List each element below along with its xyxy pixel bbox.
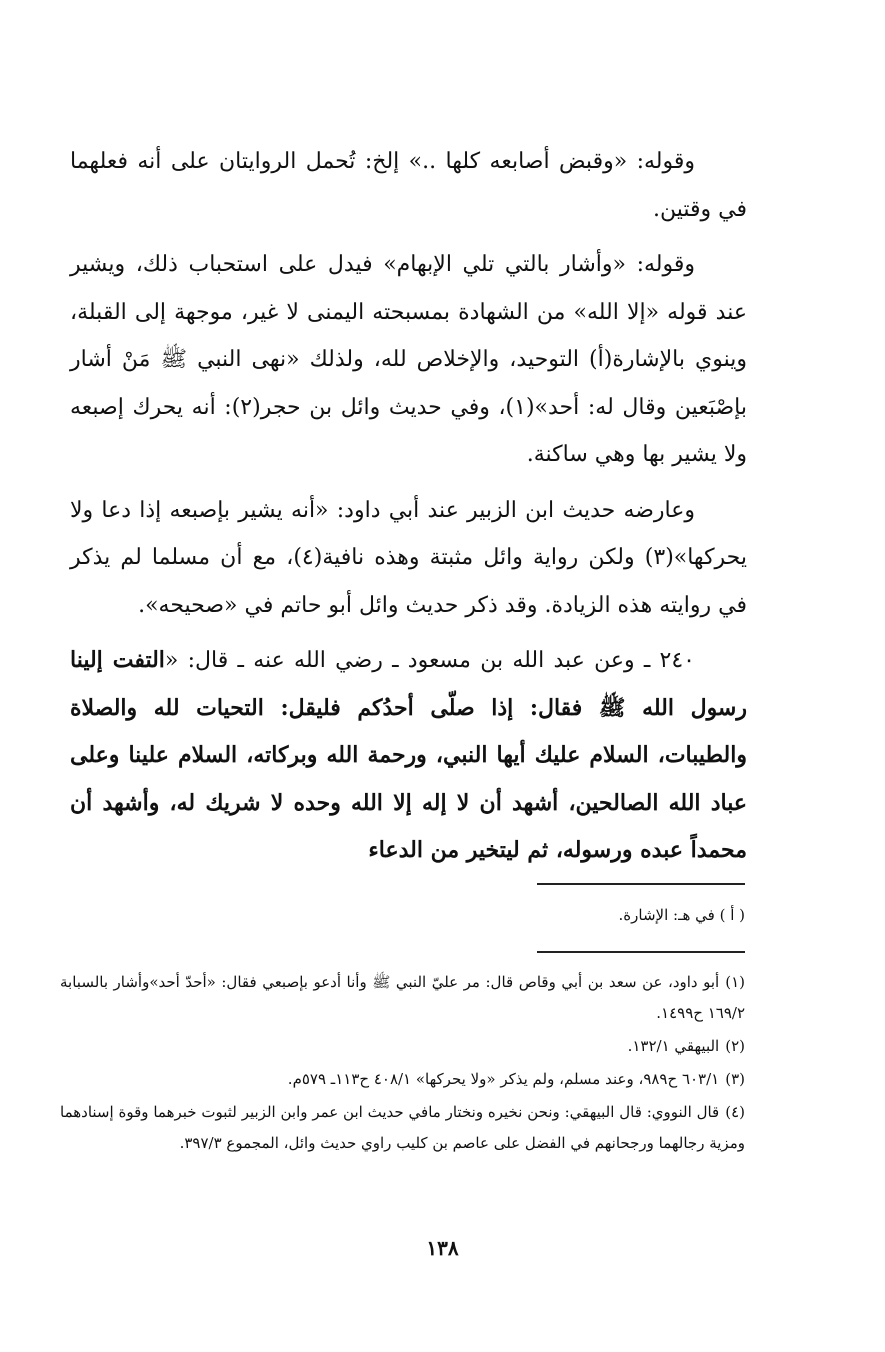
footnote-text: أبو داود، عن سعد بن أبي وقاص قال: مر عليّ النبي ﷺ وأنا أدعو بإصبعي فقال: «أحدّ أحد»وأشار بالسبابة ١٦٩/٢ ح١٤٩٩. xyxy=(60,973,745,1022)
main-text xyxy=(70,138,747,883)
footnote-number: (١) xyxy=(725,973,745,991)
footnote-2 xyxy=(60,1031,745,1062)
footnotes-divider xyxy=(537,951,745,953)
footnote-text: ٦٠٣/١ ح٩٨٩، وعند مسلم، ولم يذكر «ولا يحركها» ٤٠٨/١ ح١١٣ـ ٥٧٩م. xyxy=(287,1070,720,1088)
footnote-4 xyxy=(60,1097,745,1159)
hadith-text: التفت إلينا رسول الله ﷺ فقال: إذا صلّى أحدُكم فليقل: التحيات لله والصلاة والطيبات، السلام عليك أيها النبي، ورحمة الله وبركاته، السلام علينا وعلى عباد الله الصالحين، أشهد أن لا إله إلا الله وحده لا شريك له، وأشهد أن محمداً عبده ورسوله، ثم ليتخير من الدعاء xyxy=(70,647,747,863)
footnote-number: (٢) xyxy=(725,1037,745,1055)
footnote-3 xyxy=(60,1064,745,1095)
footnote-1 xyxy=(60,967,745,1029)
footnote-text: البيهقي ١٣٢/١. xyxy=(627,1037,720,1055)
paragraph-2: وقوله: «وأشار بالتي تلي الإبهام» فيدل على استحباب ذلك، ويشير عند قوله «إلا الله» من الشهادة بمسبحته اليمنى لا غير، موجهة إلى القبلة، وينوي بالإشارة(أ) التوحيد، والإخلاص لله، ولذلك «نهى النبي ﷺ مَنْ أشار بإصْبَعين وقال له: أحد»(١)، وفي حديث وائل بن حجر(٢): أنه يحرك إصبعه ولا يشير بها وهي ساكنة. xyxy=(70,252,747,467)
hadith-lead: ٢٤٠ ـ وعن عبد الله بن مسعود ـ رضي الله عنه ـ قال: « xyxy=(164,648,695,673)
footnote-number: (٣) xyxy=(725,1070,745,1088)
paragraph-1: وقوله: «وقبض أصابعه كلها ..» إلخ: تُحمل الروايتان على أنه فعلهما في وقتين. xyxy=(70,149,747,222)
variant-note: ( أ ) في هـ: الإشارة. xyxy=(618,906,745,924)
footnotes xyxy=(60,967,745,1161)
variant-note-divider xyxy=(537,883,745,885)
paragraph-3: وعارضه حديث ابن الزبير عند أبي داود: «أنه يشير بإصبعه إذا دعا ولا يحركها»(٣) ولكن رواية وائل مثبتة وهذه نافية(٤)، مع أن مسلما لم يذكر في روايته هذه الزيادة. وقد ذكر حديث وائل أبو حاتم في «صحيحه». xyxy=(70,497,748,618)
page-number: ١٣٨ xyxy=(426,1236,459,1260)
footnote-text: قال النووي: قال البيهقي: ونحن نخيره ونختار مافي حديث ابن عمر وابن الزبير لثبوت خبرهما وقوة إسنادهما ومزية رجالهما ورجحانهم في الفضل على عاصم بن كليب راوي حديث وائل، المجموع ٣٩٧/٣. xyxy=(60,1103,745,1152)
footnote-number: (٤) xyxy=(725,1103,745,1121)
paragraph-4-hadith xyxy=(70,637,747,875)
